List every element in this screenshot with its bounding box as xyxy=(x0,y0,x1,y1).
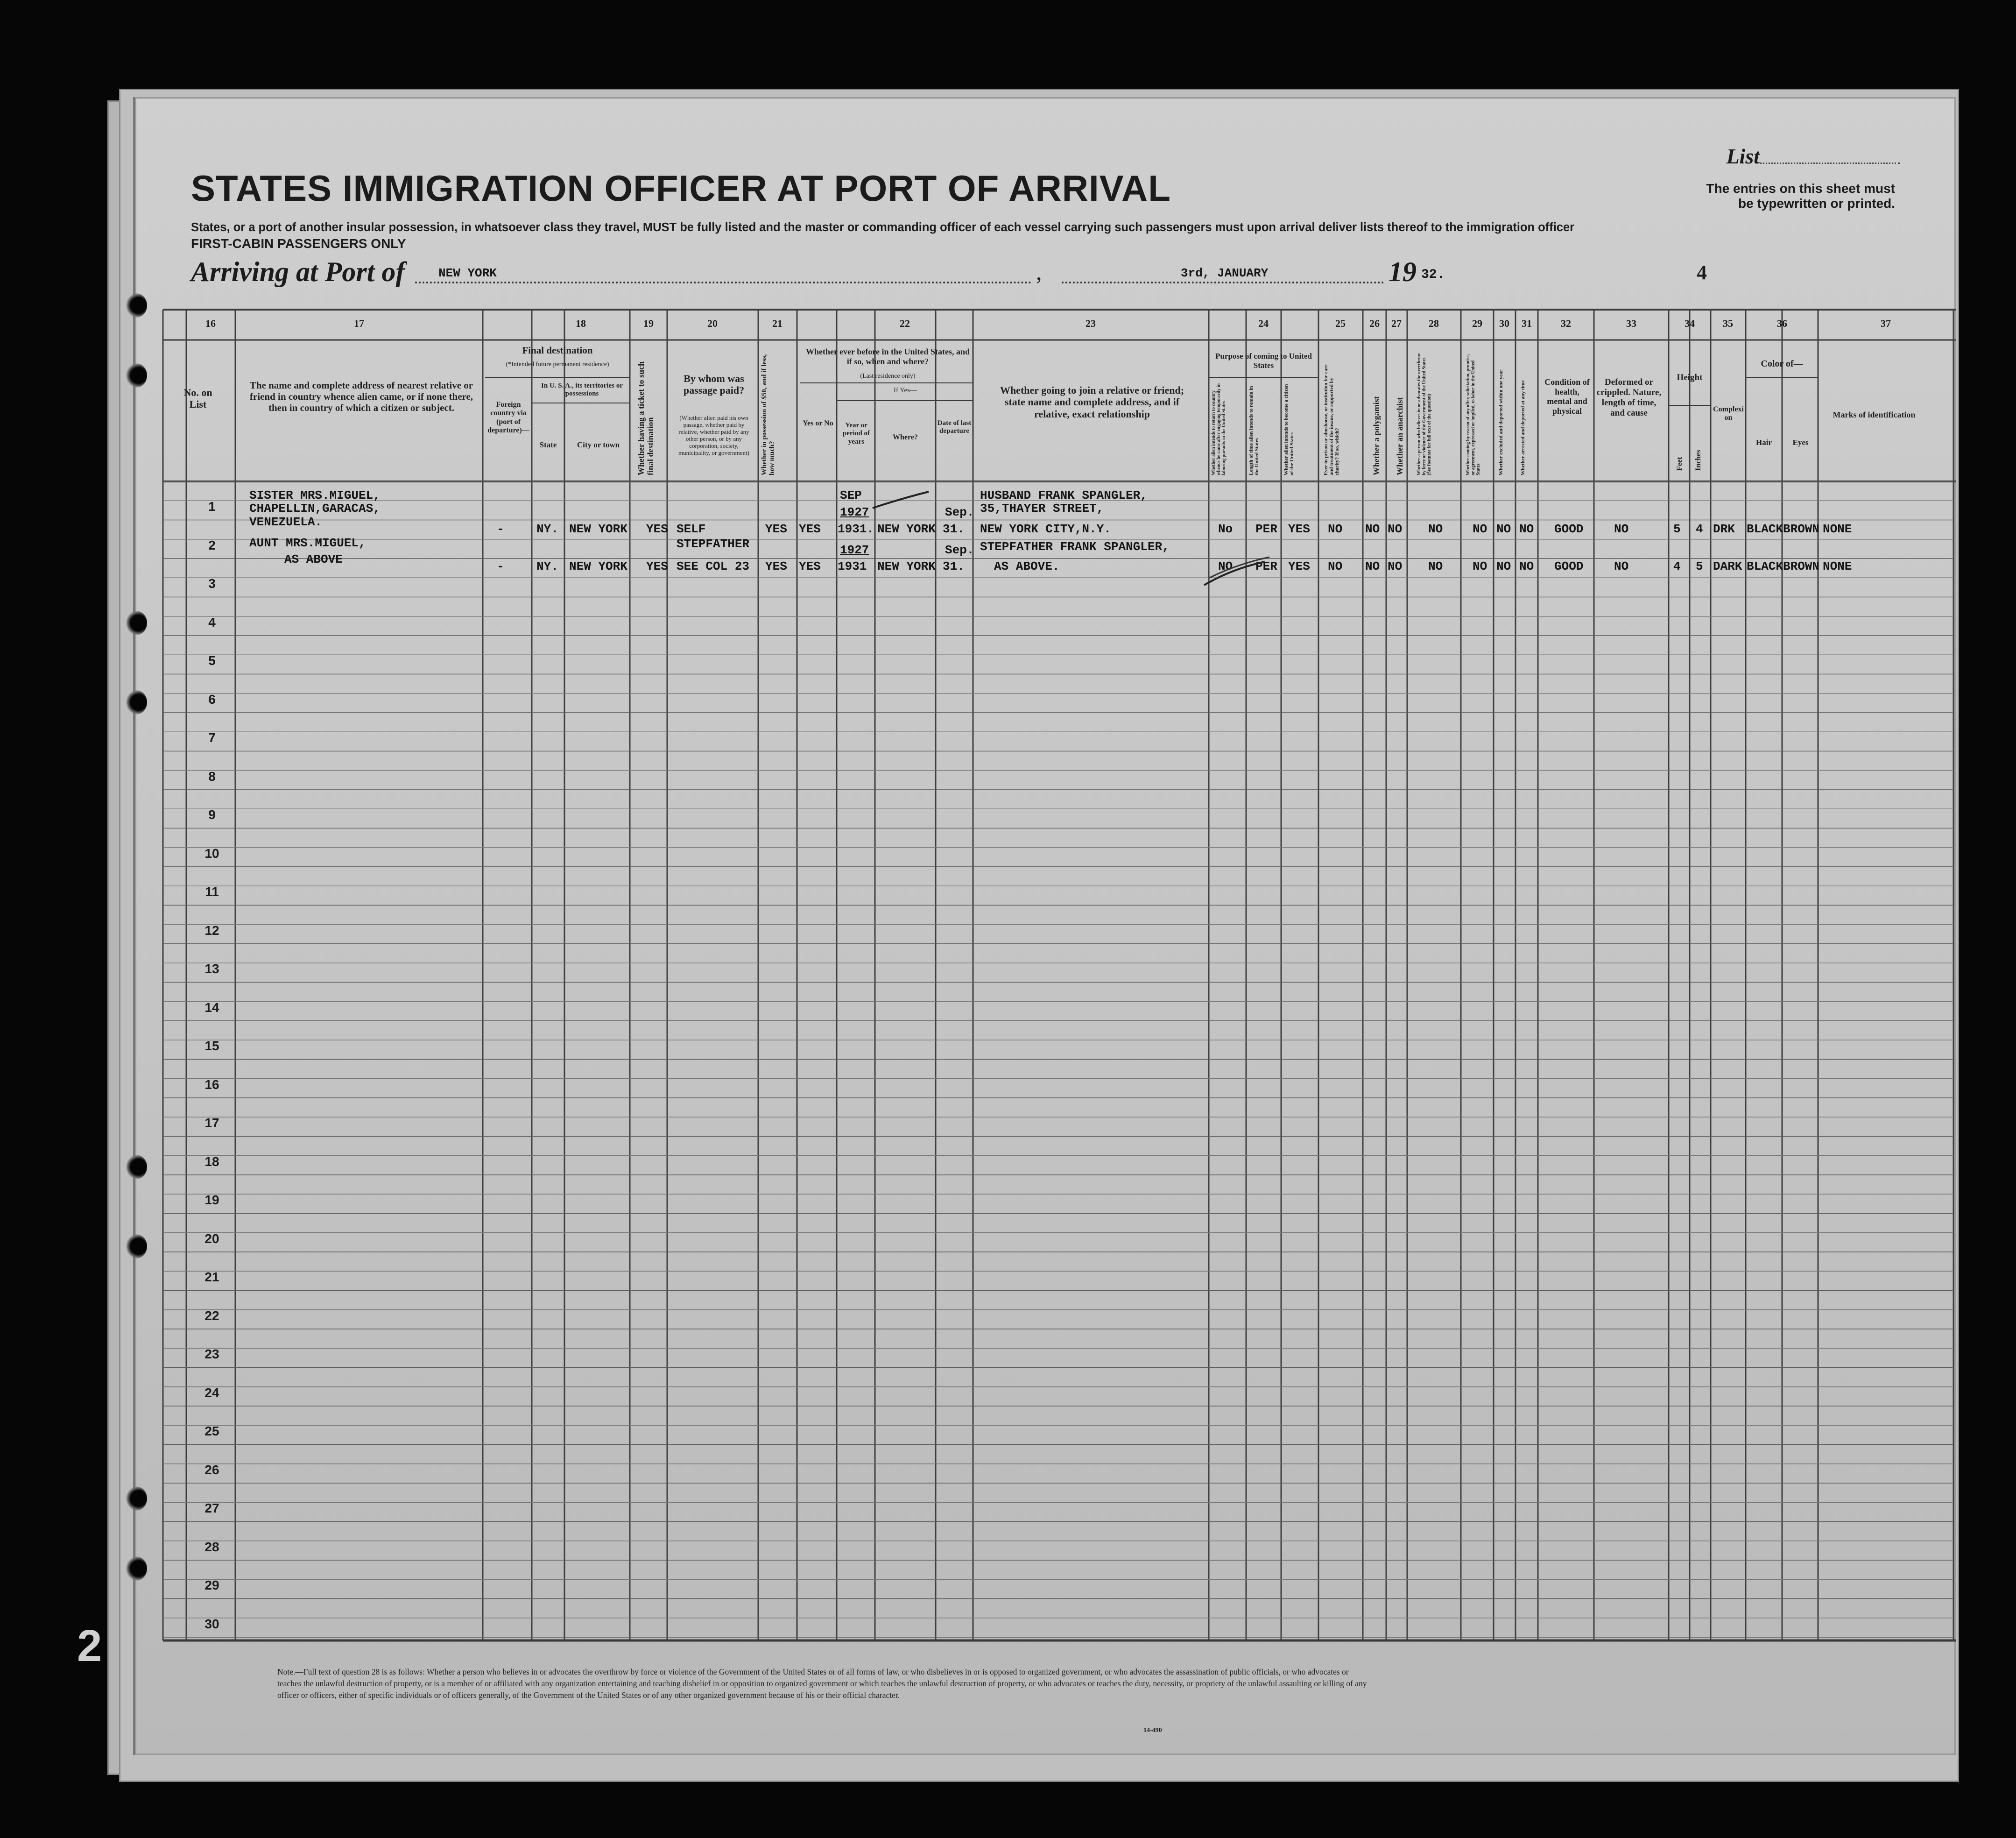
q31: NO xyxy=(1519,559,1534,573)
polygamist: NO xyxy=(1365,522,1380,536)
comma: , xyxy=(1036,259,1042,285)
form-title: STATES IMMIGRATION OFFICER AT PORT OF ARRIVAL xyxy=(191,168,1171,209)
marks: NONE xyxy=(1823,559,1852,573)
header-deformed: Deformed or crippled. Nature, length of time, and cause xyxy=(1596,377,1662,418)
row-number: 5 xyxy=(208,653,216,668)
prison: NO xyxy=(1328,522,1343,536)
foreign-country: - xyxy=(497,559,504,573)
marks: NONE xyxy=(1823,522,1852,536)
row-number: 20 xyxy=(204,1231,219,1246)
date-last: Sep. xyxy=(945,505,974,519)
header-final-destination: Final destination xyxy=(522,345,593,356)
row-number: 28 xyxy=(204,1539,219,1554)
year-suffix: 32. xyxy=(1421,268,1445,282)
row-number: 13 xyxy=(204,961,219,976)
relative-line: AUNT MRS.MIGUEL, xyxy=(249,536,366,550)
column-number: 37 xyxy=(1881,318,1891,329)
row-number: 19 xyxy=(204,1193,219,1207)
row-number: 22 xyxy=(204,1308,219,1323)
row-number: 3 xyxy=(208,576,216,591)
join-line: AS ABOVE. xyxy=(994,559,1060,573)
column-number: 20 xyxy=(707,318,718,329)
header-health: Condition of health, mental and physical xyxy=(1544,377,1590,416)
column-number: 24 xyxy=(1258,318,1269,329)
q29: NO xyxy=(1473,522,1487,536)
header-hair: Hair xyxy=(1756,438,1772,447)
row-number: 29 xyxy=(204,1578,219,1592)
list-label: List xyxy=(1726,144,1760,168)
header-purpose: Purpose of coming to United States xyxy=(1215,352,1312,370)
header-going-join: Whether going to join a relative or friend; state name and complete address, and if relative, exact relationship xyxy=(1000,384,1184,420)
header-purpose-length: Length of time alien intends to remain in the United States xyxy=(1248,386,1260,475)
length: PER xyxy=(1255,559,1277,573)
eyes: BROWN xyxy=(1783,522,1820,536)
row-number: 26 xyxy=(204,1462,219,1477)
header-q28: Whether a person who believes in or advocates the overthrow by force or violence of the Government of the United States (See footnote for full text of the question) xyxy=(1417,353,1432,475)
column-number: 31 xyxy=(1522,318,1532,329)
column-number: 21 xyxy=(772,318,782,329)
column-number: 30 xyxy=(1499,318,1509,329)
q31: NO xyxy=(1519,522,1534,536)
join-line: HUSBAND FRANK SPANGLER, xyxy=(980,488,1148,502)
header-height: Height xyxy=(1677,373,1703,382)
header-prison: Ever in prison or almshouse, or institution for care and treatment of the insane, or supported by charity? If so, which? xyxy=(1323,364,1340,475)
row-number: 12 xyxy=(204,923,219,938)
inches: 5 xyxy=(1696,559,1703,573)
citizen: YES xyxy=(1288,522,1310,536)
date-value: 3rd, JANUARY xyxy=(1181,266,1269,280)
header-color-of: Color of— xyxy=(1761,359,1803,369)
q28: NO xyxy=(1428,559,1443,573)
year-prefix: 19 xyxy=(1389,256,1417,287)
header-marks: Marks of identification xyxy=(1833,410,1916,419)
header-purpose-citizen: Whether alien intends to become a citizen of the United States xyxy=(1283,384,1295,475)
row-number: 15 xyxy=(204,1039,219,1053)
column-number: 35 xyxy=(1723,318,1733,329)
header-q31: Whether arrested and deported at any time xyxy=(1520,380,1526,475)
row-number: 6 xyxy=(208,692,216,707)
anarchist: NO xyxy=(1388,522,1403,536)
hair: BLACK xyxy=(1747,522,1783,536)
header-relative: The name and complete address of nearest relative or friend in country whence alien came, or if none there, then in country of which a citizen or subject. xyxy=(249,380,473,414)
header-ever-before: Whether ever before in the United States, and if so, when and where? xyxy=(806,347,970,366)
header-where: Where? xyxy=(893,433,918,441)
city: NEW YORK xyxy=(569,522,627,536)
possession: YES xyxy=(765,559,787,573)
column-number: 34 xyxy=(1685,318,1695,329)
where: NEW YORK xyxy=(877,522,936,536)
column-number: 25 xyxy=(1335,318,1346,329)
hair: BLACK xyxy=(1747,559,1783,573)
been-before: YES xyxy=(799,522,821,536)
row-number: 30 xyxy=(204,1616,219,1631)
header-q30: Whether excluded and deported within one year xyxy=(1498,369,1504,475)
row-number: 16 xyxy=(204,1077,219,1092)
where: NEW YORK xyxy=(877,559,936,573)
row-number: 17 xyxy=(204,1116,219,1130)
relative-line: CHAPELLIN,GARACAS, xyxy=(249,502,381,516)
column-number: 36 xyxy=(1777,318,1787,329)
entries-note-line: be typewritten or printed. xyxy=(1738,196,1895,211)
header-by-whom: By whom was passage paid? xyxy=(683,373,745,396)
year-line: 1927 xyxy=(840,543,869,557)
feet: 4 xyxy=(1673,559,1681,573)
been-before: YES xyxy=(799,559,821,573)
date-last: 31. xyxy=(943,522,965,536)
join-line: NEW YORK CITY,N.Y. xyxy=(980,522,1111,536)
row-number: 18 xyxy=(204,1154,219,1169)
deformed: NO xyxy=(1614,559,1629,573)
row-number: 25 xyxy=(204,1424,219,1438)
row-number: 9 xyxy=(208,807,216,822)
foreign-country: - xyxy=(497,522,504,536)
header-feet: Feet xyxy=(1676,457,1684,471)
column-number: 29 xyxy=(1472,318,1482,329)
header-complexion: Complexion xyxy=(1713,405,1744,422)
relative-line: AS ABOVE xyxy=(284,552,343,566)
deformed: NO xyxy=(1614,522,1629,536)
header-inches: Inches xyxy=(1694,450,1702,471)
header-ticket: Whether having a ticket to such final destination xyxy=(636,361,655,475)
q30: NO xyxy=(1496,559,1511,573)
row-number: 10 xyxy=(204,846,219,861)
paid-by: SELF xyxy=(677,522,706,536)
header-if-yes: If Yes— xyxy=(893,387,917,394)
city: NEW YORK xyxy=(569,559,627,573)
row-lines xyxy=(163,481,1953,1637)
header-in-usa: In U. S. A., its territories or possessions xyxy=(541,382,623,398)
health: GOOD xyxy=(1554,522,1584,536)
return: NO xyxy=(1218,559,1233,573)
form-subtitle: States, or a port of another insular possession, in whatsoever class they travel, MUST be fully listed and the master or commanding officer of each vessel carrying such passengers must upon arrival deliver lists thereof to the immigration officer xyxy=(191,221,1575,234)
header-by-whom-note: (Whether alien paid his own passage, whether paid by relative, whether paid by any other person, or by any corporation, society, municipality, or government) xyxy=(678,414,749,456)
join-line: 35,THAYER STREET, xyxy=(980,502,1104,516)
header-foreign-country: Foreign country via (port of departure)— xyxy=(487,401,529,435)
header-state: State xyxy=(539,440,557,449)
row-number: 4 xyxy=(208,615,216,629)
header-city: City or town xyxy=(577,440,620,449)
header-anarchist: Whether an anarchist xyxy=(1395,397,1404,475)
header-year-period: Year or period of years xyxy=(843,422,870,445)
join-line: STEPFATHER FRANK SPANGLER, xyxy=(980,540,1170,554)
complexion: DRK xyxy=(1713,522,1735,536)
header-no-on-list: No. on List xyxy=(183,387,212,410)
q28: NO xyxy=(1428,522,1443,536)
possession: YES xyxy=(765,522,787,536)
column-number: 23 xyxy=(1086,318,1096,329)
column-number: 28 xyxy=(1429,318,1439,329)
row-number: 2 xyxy=(208,537,216,552)
polygamist: NO xyxy=(1365,559,1380,573)
row-number: 21 xyxy=(204,1270,219,1284)
year-line: 1931. xyxy=(838,522,874,536)
year-line: SEP xyxy=(840,488,862,502)
return: No xyxy=(1218,522,1233,536)
port-value: NEW YORK xyxy=(438,266,497,280)
header-eyes: Eyes xyxy=(1792,438,1809,447)
column-number: 22 xyxy=(900,318,910,329)
ticket: YES xyxy=(646,522,668,536)
column-number: 17 xyxy=(354,318,364,329)
sheet-number: 4 xyxy=(1697,261,1707,284)
header-date-last: Date of last departure xyxy=(937,419,972,435)
q29: NO xyxy=(1473,559,1487,573)
row-number: 11 xyxy=(205,884,219,899)
anarchist: NO xyxy=(1388,559,1403,573)
length: PER xyxy=(1255,522,1277,536)
column-number: 27 xyxy=(1391,318,1402,329)
row-number: 27 xyxy=(204,1501,219,1515)
state: NY. xyxy=(536,559,558,573)
feet: 5 xyxy=(1673,522,1681,536)
class-line: FIRST-CABIN PASSENGERS ONLY xyxy=(191,236,406,251)
complexion: DARK xyxy=(1713,559,1742,573)
column-number: 18 xyxy=(576,318,586,329)
margin-number: 2 xyxy=(77,1621,102,1671)
ticket: YES xyxy=(646,559,668,573)
header-final-destination-note: (*Intended future permanent residence) xyxy=(506,361,609,368)
eyes: BROWN xyxy=(1783,559,1820,573)
entries-note-line: The entries on this sheet must xyxy=(1706,181,1895,196)
column-number: 19 xyxy=(643,318,654,329)
relative-line: SISTER MRS.MIGUEL, xyxy=(249,488,381,502)
header-q29: Whether coming by reason of any offer, solicitation, promise, or agreement, expressed or implied, to labor in the United States xyxy=(1466,354,1481,475)
q30: NO xyxy=(1496,522,1511,536)
header-possession: Whether in possession of $50, and if less, how much? xyxy=(761,354,776,475)
paid-by: SEE COL 23 xyxy=(677,559,750,573)
date-last: Sep. xyxy=(945,543,974,557)
citizen: YES xyxy=(1288,559,1310,573)
header-purpose-return: Whether alien intends to return to country whence he came after engaging temporarily in laboring pursuits in the United States xyxy=(1211,383,1227,475)
row-number: 1 xyxy=(208,499,216,514)
column-number: 16 xyxy=(205,318,216,329)
row-number: 23 xyxy=(204,1347,219,1361)
relative-line: VENEZUELA. xyxy=(249,515,323,529)
year-line: 1927 xyxy=(840,505,869,519)
inches: 4 xyxy=(1696,522,1703,536)
paid-by: STEPFATHER xyxy=(677,537,750,551)
column-number: 26 xyxy=(1369,318,1380,329)
state: NY. xyxy=(536,522,558,536)
footnote: Note.—Full text of question 28 is as follows: Whether a person who believes in or advocates the overthrow by force or violence of the Government of the United States or of all forms of law, or who disbelieves in or is opposed to organized government, or who advocates the assassination of public officials, or who advocates or teaches the unlawful destruction of property, or is a member of or affiliated with any organization entertaining and teaching disbelief in or opposition to organized government or which teaches the unlawful destruction of property, or who advocates or teaches the duty, necessity, or propriety of the unlawful assaulting or killing of any officer or officers, either of specific individuals or of officers generally, of the Government of the United States or of any other organized government because of his or their official character. xyxy=(277,1667,1367,1700)
form-code: 14-490 xyxy=(1143,1727,1162,1734)
year-line: 1931 xyxy=(838,559,867,573)
header-polygamist: Whether a polygamist xyxy=(1372,396,1381,475)
header-last-residence: (Last residence only) xyxy=(860,373,916,380)
column-number: 33 xyxy=(1626,318,1636,329)
prison: NO xyxy=(1328,559,1343,573)
row-number: 14 xyxy=(204,1000,219,1015)
row-number: 24 xyxy=(204,1385,219,1400)
header-yes-or-no: Yes or No xyxy=(803,419,833,427)
health: GOOD xyxy=(1554,559,1584,573)
manifest-sheet xyxy=(133,97,1956,1755)
row-number: 8 xyxy=(208,769,216,784)
arriving-label: Arriving at Port of xyxy=(191,256,405,287)
manifest-grid xyxy=(135,97,1956,1755)
column-number: 32 xyxy=(1561,318,1571,329)
date-last: 31. xyxy=(943,559,965,573)
row-number: 7 xyxy=(208,730,216,745)
